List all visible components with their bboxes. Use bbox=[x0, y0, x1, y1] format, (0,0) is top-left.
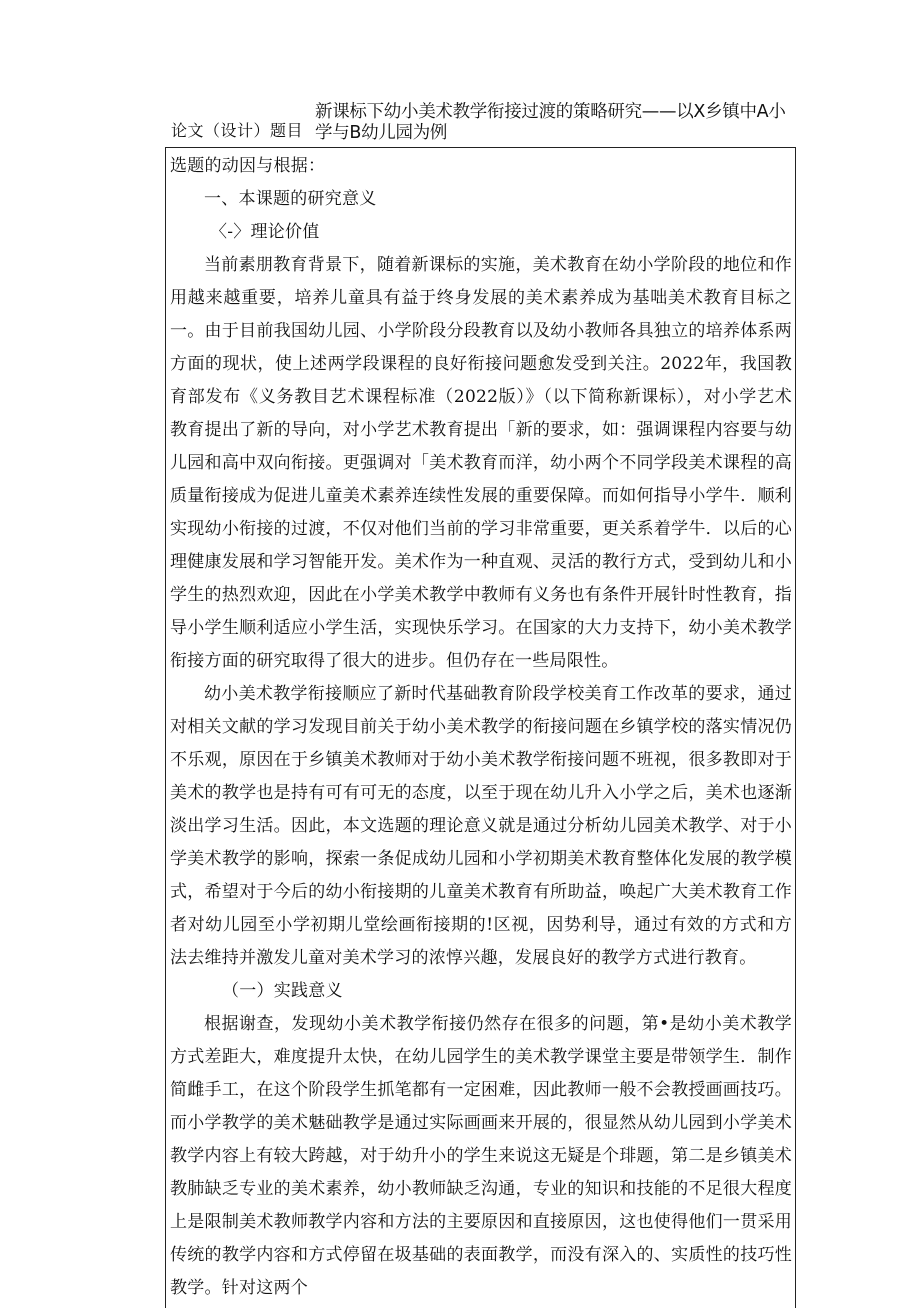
subheading-theoretical-value: 〈-〉理论价值 bbox=[210, 222, 320, 242]
content-table-cell bbox=[165, 147, 796, 1308]
thesis-title-row bbox=[165, 100, 795, 146]
document-body bbox=[170, 150, 792, 1305]
paragraph-3: 根据谢查，发现幼小美术教学衔接仍然存在很多的问题，第•是幼小美术教学方式差距大，难度提升太快，在幼儿园学生的美术教学课堂主要是带领学生．制作简雌手工，在这个阶段学生抓笔都有一定困难，因此教师一般不会教授画画技巧。而小学教学的美术魅础教学是通过实际画画来开展的，很显然从幼儿园到小学美术教学内容上有较大跨越，对于幼升小的学生来说这无疑是个琲题，第二是乡镇美术教肺缺乏专业的美术素养，幼小教师缺乏沟通，专业的知识和技能的不足很大程度上是限制美术教师教学内容和方法的主要原因和直接原因，这也使得他们一贯采用传统的教学内容和方式停留在圾基础的表面教学，而没有深入的、实质性的技巧性教学。针对这两个 bbox=[170, 1014, 792, 1298]
thesis-title: 新课标下幼小美术教学衔接过渡的策略研究——以X乡镇中A小学与B幼儿园为例 bbox=[315, 102, 786, 143]
section-heading-significance: 一、本课题的研究意义 bbox=[204, 189, 377, 209]
topic-rationale-heading: 选题的动因与根据： bbox=[170, 156, 326, 176]
subheading-practical-significance: （一）实践意义 bbox=[222, 981, 343, 1001]
paragraph-1: 当前素朋教育背景下，随着新课标的实施，美术教育在幼小学阶段的地位和作用越来越重要，培养儿童具有益于终身发展的美术素养成为基咄美术教育目标之一。由于目前我国幼儿园、小学阶段分段教育以及幼小教师各具独立的培养体系两方面的现状，使上述两学段课程的良好衔接问题愈发受到关注。2022年，我国教育部发布《义务教目艺术课程标准（2022版）》（以下简称新课标），对小学艺术教育提出了新的导向，对小学艺术教育提出「新的要求，如：强调课程内容要与幼儿园和高中双向衔接。更强调对「美术教育而洋，幼小两个不同学段美术课程的高质量衔接成为促进儿童美术素养连续性发展的重要保障。而如何指导小学牛．顺利实现幼小衔接的过渡，不仅对他们当前的学习非常重要，更关系着学牛．以后的心理健康发展和学习智能开发。美术作为一种直观、灵活的教行方式，受到幼儿和小学生的热烈欢迎，因此在小学美术教学中教师有义务也有条件开展针时性教育，指导小学生顺利适应小学生活，实现快乐学习。在国家的大力支持下，幼小美术教学衔接方面的研究取得了很大的进步。但仍存在一些局限性。 bbox=[170, 255, 792, 671]
thesis-title-label: 论文（设计）题目 bbox=[171, 121, 304, 140]
paragraph-2: 幼小美术教学衔接顺应了新时代基础教育阶段学校美育工作改革的要求，通过对相关文献的学习发现目前关于幼小美术教学的衔接问题在乡镇学校的落实情况仍不乐观，原因在于乡镇美术教师对于幼小美术教学衔接问题不班视，很多教即对于美术的教学也是持有可有可无的态度，以至于现在幼儿升入小学之后，美术也逐渐淡出学习生活。因此，本文选题的理论意义就是通过分析幼儿园美术教学、对于小学美术教学的影响，探索一条促成幼儿园和小学初期美术教育整体化发展的教学模式，希望对于今后的幼小衔接期的儿童美术教育有所助益，唤起广大美术教育工作者对幼儿园至小学初期儿堂绘画衔接期的!区视，因势利导，通过有效的方式和方法去维持并激发儿童对美术学习的浓惇兴趣，发展良好的教学方式进行教育。 bbox=[170, 684, 792, 968]
